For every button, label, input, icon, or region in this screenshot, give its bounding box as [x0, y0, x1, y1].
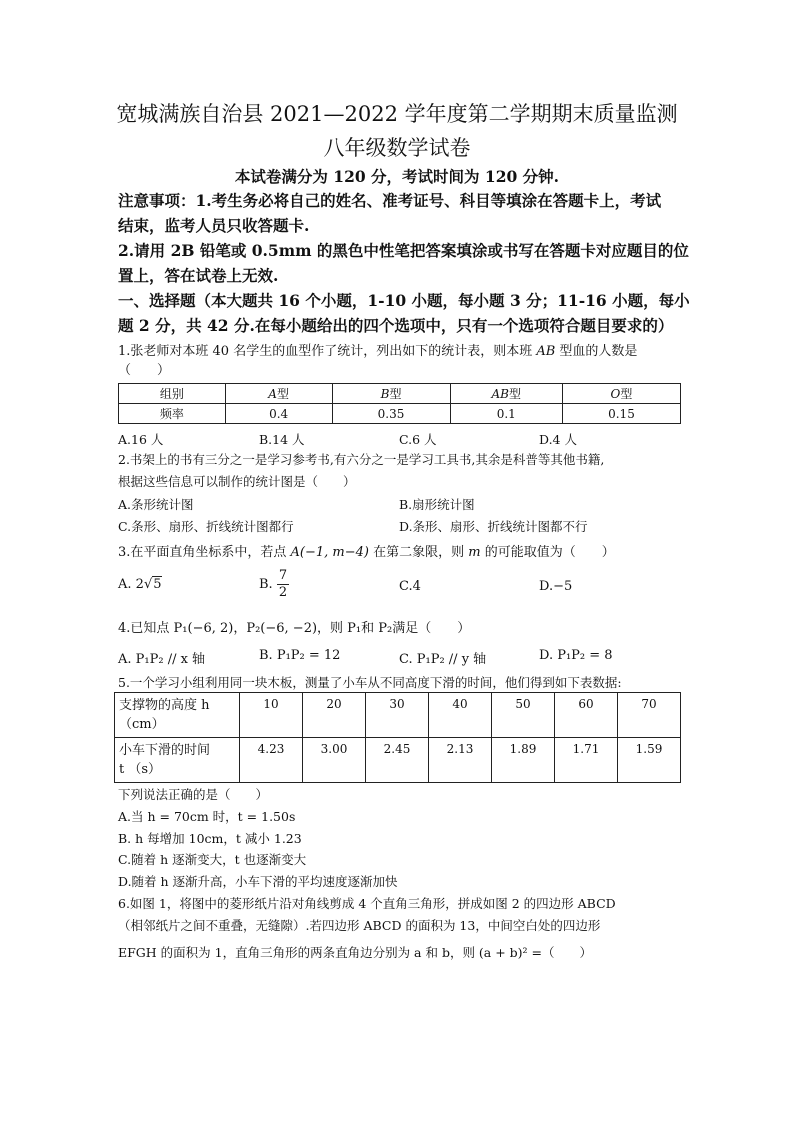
table-cell: 0.1 — [450, 404, 562, 424]
question-1-option-b: B.14 人 — [259, 432, 305, 447]
table-cell: 2.45 — [366, 738, 429, 783]
slide-time-table — [114, 692, 681, 783]
table-cell: 20 — [303, 693, 366, 738]
question-4-option-b: B. P₁P₂ = 12 — [259, 648, 341, 663]
question-2-option-a: A.条形统计图 — [118, 497, 194, 512]
table-cell: 1.59 — [618, 738, 681, 783]
question-5-question: 下列说法正确的是（ ） — [118, 787, 269, 802]
question-6-line-1: 6.如图 1，将图中的菱形纸片沿对角线剪成 4 个直角三角形，拼成如图 2 的四边形 ABCD — [118, 896, 616, 911]
question-3-option-c: C.4 — [399, 579, 421, 594]
question-5-option-d: D.随着 h 逐渐升高，小车下滑的平均速度逐渐加快 — [118, 874, 398, 889]
question-2-line-1: 2.书架上的书有三分之一是学习参考书,有六分之一是学习工具书,其余是科普等其他书籍, — [118, 452, 605, 467]
table-cell: 40 — [429, 693, 492, 738]
table-cell: 30 — [366, 693, 429, 738]
question-6-line-3: EFGH 的面积为 1，直角三角形的两条直角边分别为 a 和 b，则 (a + b)² =（ ） — [118, 945, 593, 960]
table-cell: 1.89 — [492, 738, 555, 783]
question-1-paren: （ ） — [118, 363, 171, 378]
table-cell: 70 — [618, 693, 681, 738]
table-cell: 频率 — [119, 404, 226, 424]
table-cell: 50 — [492, 693, 555, 738]
question-6-line-2: （相邻纸片之间不重叠，无缝隙）.若四边形 ABCD 的面积为 13，中间空白处的四边形 — [118, 918, 601, 933]
blood-type-table — [118, 383, 681, 424]
table-cell: 0.15 — [562, 404, 680, 424]
question-1-stem: 1.张老师对本班 40 名学生的血型作了统计，列出如下的统计表，则本班 AB 型血的人数是 — [118, 344, 638, 359]
table-cell: 1.71 — [555, 738, 618, 783]
question-1-option-c: C.6 人 — [399, 432, 437, 447]
question-4-stem: 4.已知点 P₁(−6, 2)，P₂(−6, −2)，则 P₁和 P₂满足（ ） — [118, 621, 471, 636]
question-4-option-a: A. P₁P₂ // x 轴 — [118, 652, 206, 667]
exam-title: 宽城满族自治县 2021—2022 学年度第二学期期末质量监测 — [116, 102, 678, 126]
table-cell: 2.13 — [429, 738, 492, 783]
notice-line-3: 2.请用 2B 铅笔或 0.5mm 的黑色中性笔把答案填涂或书写在答题卡对应题目的位 — [118, 241, 689, 260]
question-3-option-a: A. 2√5 — [118, 577, 162, 592]
table-row — [119, 404, 681, 424]
table-header-cell: 支撑物的高度 h （cm） — [115, 693, 240, 738]
question-3-option-d: D.−5 — [539, 579, 573, 594]
exam-info: 本试卷满分为 120 分，考试时间为 120 分钟. — [234, 167, 560, 186]
table-row — [115, 738, 681, 783]
question-4-option-d: D. P₁P₂ = 8 — [539, 648, 613, 663]
section-heading-line-2: 题 2 分，共 42 分.在每小题给出的四个选项中，只有一个选项符合题目要求的） — [118, 316, 674, 335]
question-3-stem: 3.在平面直角坐标系中，若点 A(−1, m−4) 在第二象限，则 m 的可能取值为（ ） — [118, 545, 615, 560]
question-1-option-a: A.16 人 — [118, 432, 164, 447]
exam-subject-title: 八年级数学试卷 — [323, 136, 471, 160]
table-cell: 组别 — [119, 384, 226, 404]
notice-line-1: 注意事项：1.考生务必将自己的姓名、准考证号、科目等填涂在答题卡上，考试 — [118, 191, 662, 210]
question-5-stem: 5.一个学习小组利用同一块木板，测量了小车从不同高度下滑的时间，他们得到如下表数据: — [118, 675, 622, 690]
question-1-option-d: D.4 人 — [539, 432, 577, 447]
table-cell: A型 — [225, 384, 332, 404]
question-2-option-d: D.条形、扇形、折线统计图都不行 — [399, 519, 588, 534]
table-row — [119, 384, 681, 404]
table-cell: 60 — [555, 693, 618, 738]
fraction: $\frac{7}{2}$ — [278, 568, 288, 600]
table-cell: B型 — [332, 384, 450, 404]
notice-line-4: 置上，答在试卷上无效. — [118, 266, 279, 285]
table-cell: 0.35 — [332, 404, 450, 424]
question-2-option-c: C.条形、扇形、折线统计图都行 — [118, 519, 294, 534]
question-5-option-a: A.当 h = 70cm 时，t = 1.50s — [118, 809, 296, 824]
table-cell: 3.00 — [303, 738, 366, 783]
table-cell: O型 — [562, 384, 680, 404]
question-3-option-b: B. $\frac{7}{2}$ — [259, 568, 288, 600]
table-row — [115, 693, 681, 738]
question-2-option-b: B.扇形统计图 — [399, 497, 475, 512]
question-4-option-c: C. P₁P₂ // y 轴 — [399, 652, 487, 667]
table-cell: 4.23 — [240, 738, 303, 783]
table-cell: AB型 — [450, 384, 562, 404]
question-5-option-c: C.随着 h 逐渐变大，t 也逐渐变大 — [118, 852, 307, 867]
question-5-option-b: B. h 每增加 10cm，t 减小 1.23 — [118, 831, 302, 846]
table-cell: 10 — [240, 693, 303, 738]
table-header-cell: 小车下滑的时间 t （s） — [115, 738, 240, 783]
table-cell: 0.4 — [225, 404, 332, 424]
question-2-line-2: 根据这些信息可以制作的统计图是（ ） — [118, 474, 356, 489]
section-heading-line-1: 一、选择题（本大题共 16 个小题，1-10 小题，每小题 3 分；11-16 小题，每小 — [118, 291, 690, 310]
notice-line-2: 结束，监考人员只收答题卡. — [118, 216, 310, 235]
